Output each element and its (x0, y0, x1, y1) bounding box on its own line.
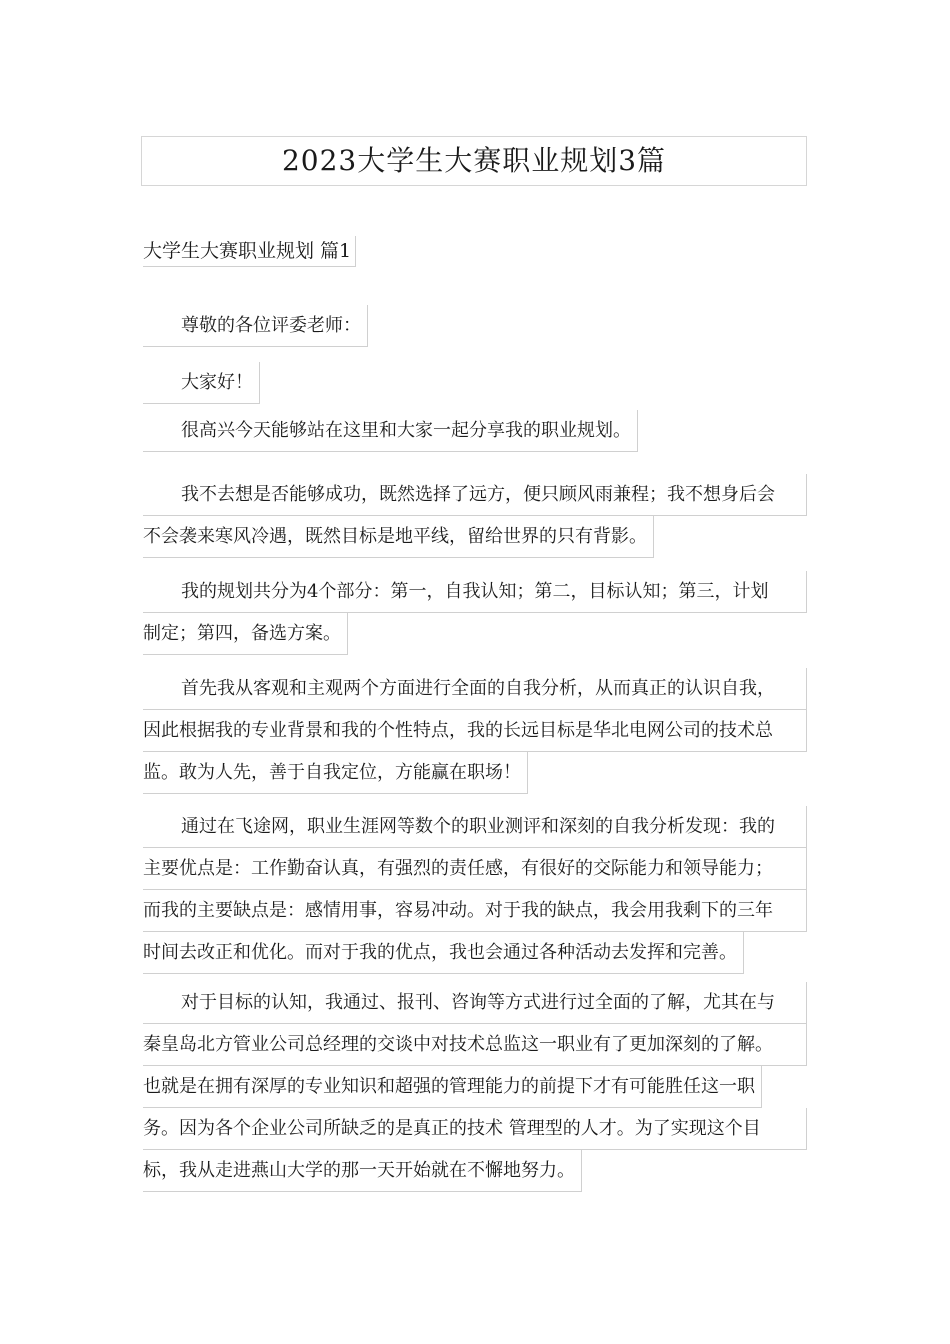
section-heading: 大学生大赛职业规划 篇1 (143, 236, 356, 267)
paragraph-salutation (143, 305, 368, 347)
paragraph-line: 因此根据我的专业背景和我的个性特点，我的长远目标是华北电网公司的技术总 (143, 710, 807, 752)
paragraph-line: 我不去想是否能够成功，既然选择了远方，便只顾风雨兼程；我不想身后会 (143, 474, 807, 516)
paragraph-line: 不会袭来寒风冷遇，既然目标是地平线，留给世界的只有背影。 (143, 516, 654, 558)
document-title: 2023大学生大赛职业规划3篇 (141, 136, 807, 186)
paragraph-line: 而我的主要缺点是：感情用事，容易冲动。对于我的缺点，我会用我剩下的三年 (143, 890, 807, 932)
paragraph-line: 时间去改正和优化。而对于我的优点，我也会通过各种活动去发挥和完善。 (143, 932, 744, 974)
paragraph-line: 对于目标的认知，我通过、报刊、咨询等方式进行过全面的了解，尤其在与 (143, 982, 807, 1024)
paragraph-intro (143, 410, 638, 452)
paragraph-plan-outline (143, 571, 807, 655)
paragraph-line: 制定；第四，备选方案。 (143, 613, 348, 655)
paragraph-line: 标，我从走进燕山大学的那一天开始就在不懈地努力。 (143, 1150, 582, 1192)
paragraph-line: 大家好！ (143, 362, 260, 404)
paragraph-assessment (143, 806, 807, 974)
paragraph-line: 很高兴今天能够站在这里和大家一起分享我的职业规划。 (143, 410, 638, 452)
paragraph-line: 尊敬的各位评委老师： (143, 305, 368, 347)
paragraph-greeting (143, 362, 260, 404)
paragraph-line: 也就是在拥有深厚的专业知识和超强的管理能力的前提下才有可能胜任这一职 (143, 1066, 762, 1108)
paragraph-line: 务。因为各个企业公司所缺乏的是真正的技术 管理型的人才。为了实现这个目 (143, 1108, 807, 1150)
paragraph-self-analysis (143, 668, 807, 794)
paragraph-line: 我的规划共分为4个部分：第一，自我认知；第二，目标认知；第三，计划 (143, 571, 807, 613)
paragraph-line: 主要优点是：工作勤奋认真，有强烈的责任感，有很好的交际能力和领导能力； (143, 848, 807, 890)
paragraph-line: 通过在飞途网，职业生涯网等数个的职业测评和深刻的自我分析发现：我的 (143, 806, 807, 848)
paragraph-line: 监。敢为人先，善于自我定位，方能赢在职场！ (143, 752, 528, 794)
paragraph-line: 秦皇岛北方管业公司总经理的交谈中对技术总监这一职业有了更加深刻的了解。 (143, 1024, 807, 1066)
paragraph-resolve (143, 474, 807, 558)
paragraph-line: 首先我从客观和主观两个方面进行全面的自我分析，从而真正的认识自我， (143, 668, 807, 710)
paragraph-goal-cognition (143, 982, 807, 1192)
